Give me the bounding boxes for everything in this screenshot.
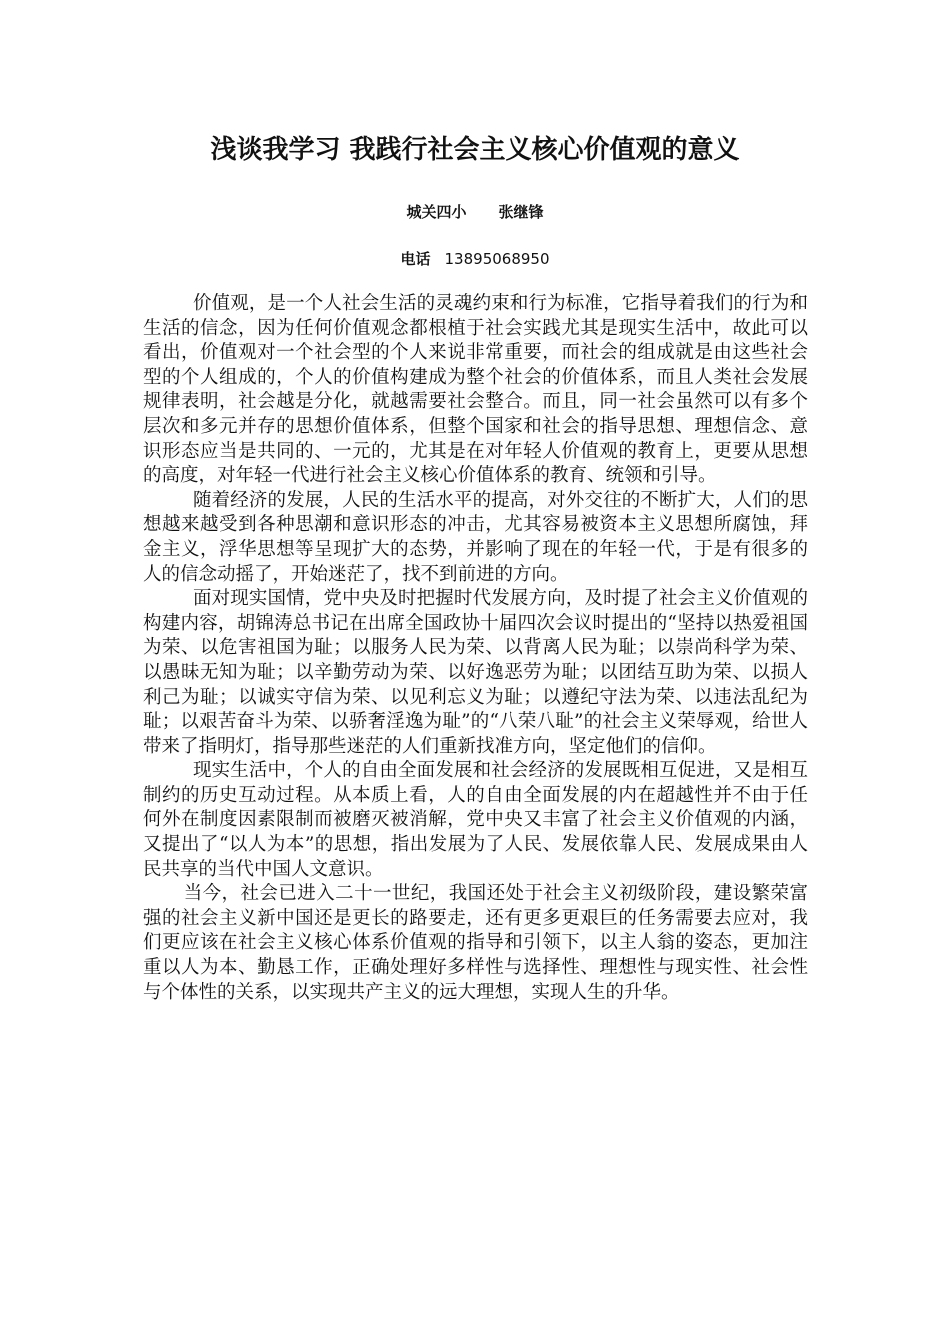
document-body <box>143 292 808 1005</box>
document-title: 浅谈我学习 我践行社会主义核心价值观的意义 <box>210 135 740 165</box>
author-name: 张继锋 <box>498 203 544 221</box>
paragraph-2: 随着经济的发展，人民的生活水平的提高，对外交往的不断扩大，人们的思想越来越受到各种思潮和意识形态的冲击，尤其容易被资本主义思想所腐蚀，拜金主义，浮华思想等呈现扩大的态势，并影响了现在的年轻一代，于是有很多的人的信念动摇了，开始迷茫了，找不到前进的方向。 <box>143 489 808 585</box>
paragraph-1: 价值观，是一个人社会生活的灵魂约束和行为标准，它指导着我们的行为和生活的信念，因为任何价值观念都根植于社会实践尤其是现实生活中，故此可以看出，价值观对一个社会型的个人来说非常重要，而社会的组成就是由这些社会型的个人组成的，个人的价值构建成为整个社会的价值体系，而且人类社会发展规律表明，社会越是分化，就越需要社会整合。而且，同一社会虽然可以有多个层次和多元并存的思想价值体系，但整个国家和社会的指导思想、理想信念、意识形态应当是共同的、一元的，尤其是在对年轻人价值观的教育上，更要从思想的高度，对年轻一代进行社会主义核心价值体系的教育、统领和引导。 <box>143 293 808 487</box>
author-line <box>0 201 950 223</box>
paragraph-4: 现实生活中，个人的自由全面发展和社会经济的发展既相互促进，又是相互制约的历史互动过程。从本质上看，人的自由全面发展的内在超越性并不由于任何外在制度因素限制而被磨灭被消解，党中央又丰富了社会主义价值观的内涵，又提出了“以人为本”的思想，指出发展为了人民、发展依靠人民、发展成果由人民共享的当代中国人文意识。 <box>143 760 808 880</box>
phone-number: 13895068950 <box>444 250 550 268</box>
paragraph-3: 面对现实国情，党中央及时把握时代发展方向，及时提了社会主义价值观的构建内容，胡锦涛总书记在出席全国政协十届四次会议时提出的“坚持以热爱祖国为荣、以危害祖国为耻；以服务人民为荣、以背离人民为耻；以崇尚科学为荣、以愚昧无知为耻；以辛勤劳动为荣、以好逸恶劳为耻；以团结互助为荣、以损人利己为耻；以诚实守信为荣、以见利忘义为耻；以遵纪守法为荣、以违法乱纪为耻；以艰苦奋斗为荣、以骄奢淫逸为耻”的“八荣八耻”的社会主义荣辱观，给世人带来了指明灯，指导那些迷茫的人们重新找准方向，坚定他们的信仰。 <box>143 588 808 757</box>
phone-label: 电话 <box>400 250 431 268</box>
phone-line <box>0 248 950 270</box>
school-name: 城关四小 <box>406 203 467 221</box>
paragraph-5: 当今，社会已进入二十一世纪，我国还处于社会主义初级阶段，建设繁荣富强的社会主义新中国还是更长的路要走，还有更多更艰巨的任务需要去应对，我们更应该在社会主义核心体系价值观的指导和引领下，以主人翁的姿态，更加注重以人为本、勤恳工作，正确处理好多样性与选择性、理想性与现实性、社会性与个体性的关系，以实现共产主义的远大理想，实现人生的升华。 <box>143 883 808 1003</box>
